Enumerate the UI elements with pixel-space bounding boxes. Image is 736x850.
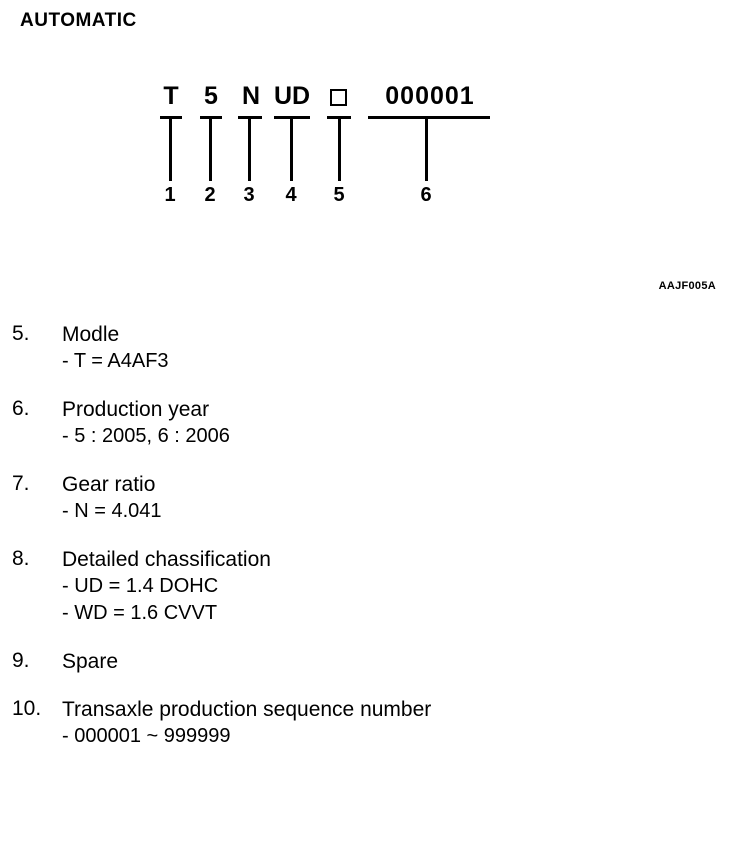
list-item-detail: - T = A4AF3 xyxy=(62,350,169,372)
list-item xyxy=(0,322,736,375)
code-char-6: 000001 xyxy=(385,82,475,110)
list-item-title: Production year xyxy=(62,398,210,421)
list-item-index: 8. xyxy=(12,547,30,570)
list-item xyxy=(0,697,736,750)
list-item-title: Modle xyxy=(62,323,120,346)
list-item xyxy=(0,397,736,450)
code-char-4: UD xyxy=(274,82,311,110)
list-item xyxy=(0,472,736,525)
list-item-index: 5. xyxy=(12,322,30,345)
callout-number-3: 3 xyxy=(243,184,255,206)
leader-line-2 xyxy=(209,119,212,181)
leader-line-3 xyxy=(248,119,251,181)
code-char-5-empty-box xyxy=(330,89,347,106)
leader-line-4 xyxy=(290,119,293,181)
list-item xyxy=(0,547,736,627)
callout-number-1: 1 xyxy=(164,184,176,206)
callout-number-6: 6 xyxy=(420,184,432,206)
list-item-detail: - N = 4.041 xyxy=(62,500,162,522)
code-char-2: 5 xyxy=(204,82,218,110)
figure-reference-code: AAJF005A xyxy=(658,280,716,292)
list-item-index: 9. xyxy=(12,649,30,672)
leader-line-5 xyxy=(338,119,341,181)
leader-line-6 xyxy=(425,119,428,181)
code-char-3: N xyxy=(241,82,261,110)
list-item-index: 6. xyxy=(12,397,30,420)
code-char-1: T xyxy=(163,82,179,110)
page-title: AUTOMATIC xyxy=(20,10,137,31)
callout-number-4: 4 xyxy=(285,184,297,206)
list-item-detail: - UD = 1.4 DOHC xyxy=(62,575,219,597)
list-item-index: 10. xyxy=(12,697,42,720)
list-item-index: 7. xyxy=(12,472,30,495)
list-item-detail: - WD = 1.6 CVVT xyxy=(62,602,218,624)
callout-number-2: 2 xyxy=(204,184,216,206)
list-item-detail: - 000001 ~ 999999 xyxy=(62,725,231,747)
definition-list xyxy=(0,322,736,772)
callout-number-5: 5 xyxy=(333,184,345,206)
list-item xyxy=(0,649,736,675)
list-item-title: Detailed chassification xyxy=(62,548,271,571)
list-item-title: Spare xyxy=(62,650,119,673)
transaxle-code-diagram xyxy=(150,80,550,240)
list-item-detail: - 5 : 2005, 6 : 2006 xyxy=(62,425,230,447)
list-item-title: Gear ratio xyxy=(62,473,156,496)
list-item-title: Transaxle production sequence number xyxy=(62,698,432,721)
underline-6 xyxy=(368,116,490,119)
leader-line-1 xyxy=(169,119,172,181)
